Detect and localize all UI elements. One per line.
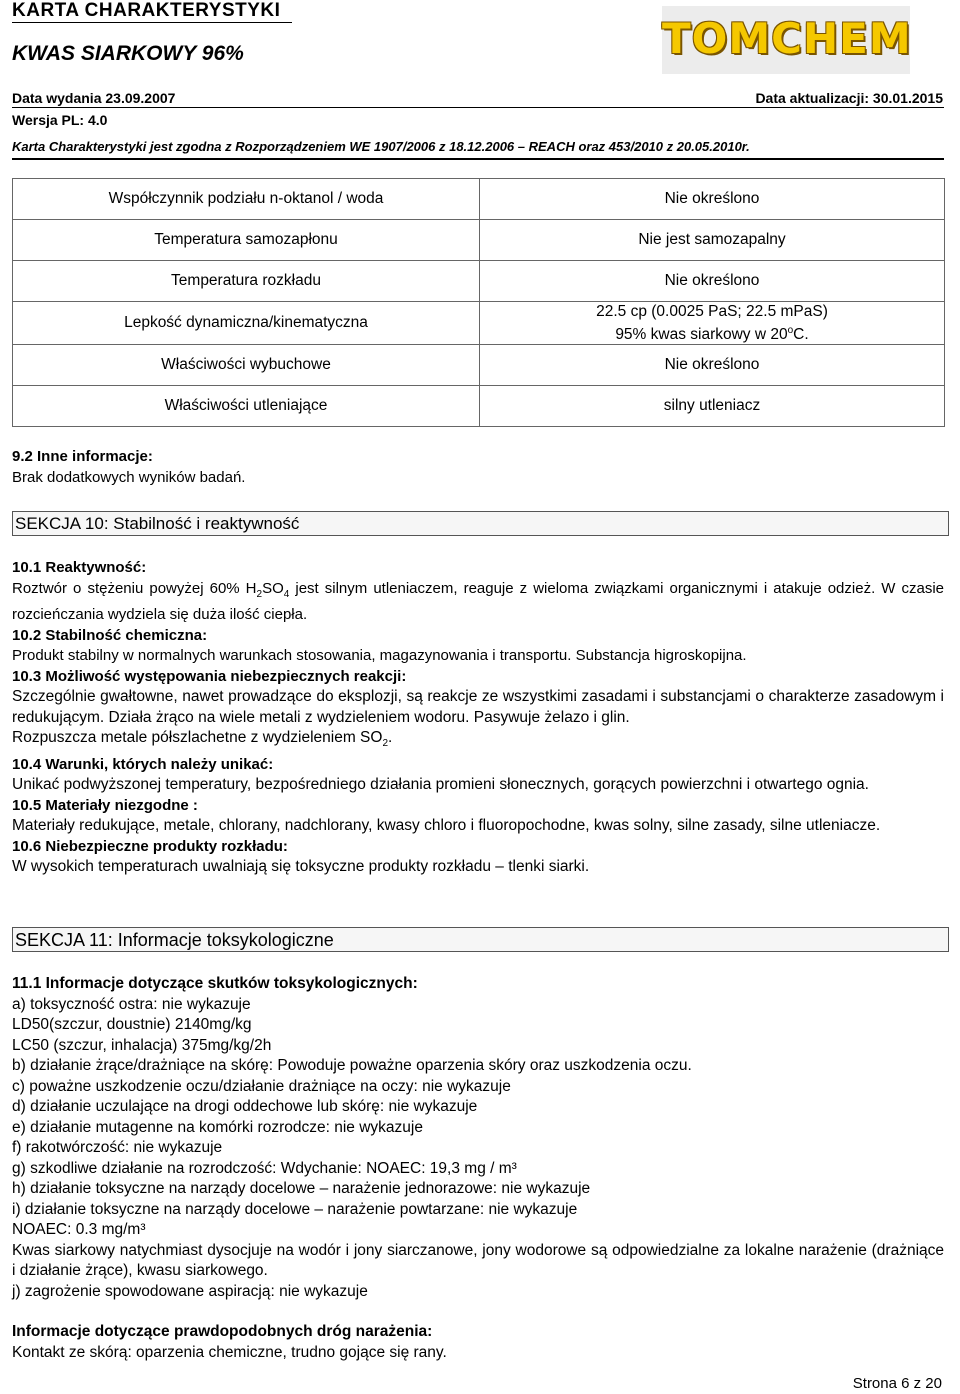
list-item: c) poważne uszkodzenie oczu/działanie drażniące na oczy: nie wykazuje [12,1077,511,1095]
paragraph: Brak dodatkowych wyników badań. [12,468,246,486]
viscosity-value-line1: 22.5 cp (0.0025 PaS; 22.5 mPaS) [596,303,828,320]
list-item: e) działanie mutagenne na komórki rozrodcze: nie wykazuje [12,1118,423,1136]
property-label: Właściwości wybuchowe [13,345,480,386]
regulation-note: Karta Charakterystyki jest zgodna z Rozporządzeniem WE 1907/2006 z 18.12.2006 – REACH oraz 453/2010 z 20.05.2010r. [12,139,750,154]
page-number: Strona 6 z 20 [852,1375,942,1392]
property-label: Lepkość dynamiczna/kinematyczna [13,302,480,345]
version: Wersja PL: 4.0 [12,112,108,128]
table-row [13,345,945,386]
paragraph: Unikać podwyższonej temperatury, bezpośredniego działania promieni słonecznych, gorących powierzchni i otwartego ognia. [12,776,869,794]
header-divider [12,107,944,108]
list-item: j) zagrożenie spowodowane aspiracją: nie wykazuje [12,1282,368,1300]
company-logo [662,6,910,74]
section-9-2 [12,447,944,488]
list-item: f) rakotwórczość: nie wykazuje [12,1139,223,1156]
company-logo-text: TOMCHEM [662,14,912,63]
subsection-heading: 10.4 Warunki, których należy unikać: [12,755,274,773]
table-row [13,220,945,261]
property-value: Nie jest samozapalny [480,220,945,261]
property-value: Nie określono [480,179,945,220]
section-11-content [12,974,944,1363]
property-label: Współczynnik podziału n-oktanol / woda [13,179,480,220]
paragraph: Produkt stabilny w normalnych warunkach stosowania, magazynowania i transportu. Substancja higroskopijna. [12,647,747,664]
table-row [13,261,945,302]
table-row [13,302,945,345]
property-value: Nie określono [480,261,945,302]
subsection-heading: 10.1 Reaktywność: [12,559,147,576]
section-heading: SEKCJA 10: Stabilność i reaktywność [12,511,949,536]
list-item: LC50 (szczur, inhalacja) 375mg/kg/2h [12,1036,272,1054]
paragraph: Roztwór o stężeniu powyżej 60% $H_2SO_4$ jest silnym utleniaczem, reaguje z wieloma związkami organicznymi i atakuje odzież. W czasie rozcieńczania wydziela się duża ilość ciepła. [12,579,945,623]
list-item: d) działanie uczulające na drogi oddechowe lub skórę: nie wykazuje [12,1098,478,1115]
property-value: silny utleniacz [480,386,945,427]
list-item: Kwas siarkowy natychmiast dysocjuje na wodór i jony siarczanowe, jony wodorowe są odpowiedzialne za lokalne narażenie (drażniące i działanie żrące), kwasu siarkowego. [12,1241,944,1279]
property-value: Nie określono [480,345,945,386]
list-item: a) toksyczność ostra: nie wykazuje [12,995,251,1013]
list-item: NOAEC: 0.3 mg/m³ [12,1221,146,1238]
spacer [12,1302,944,1322]
property-label: Temperatura samozapłonu [13,220,480,261]
document-title: KARTA CHARAKTERYSTYKI [12,0,281,21]
list-item: i) działanie toksyczne na narządy docelowe – narażenie powtarzane: nie wykazuje [12,1200,578,1218]
property-label: Właściwości utleniające [13,386,480,427]
list-item: LD50(szczur, doustnie) 2140mg/kg [12,1016,252,1033]
paragraph: W wysokich temperaturach uwalniają się toksyczne produkty rozkładu – tlenki siarki. [12,858,590,876]
update-date: Data aktualizacji: 30.01.2015 [755,90,943,106]
table-row [13,386,945,427]
paragraph: Rozpuszcza metale półszlachetne z wydzieleniem $SO_2$. [12,729,393,750]
paragraph: Kontakt ze skórą: oparzenia chemiczne, trudno gojące się rany. [12,1343,447,1361]
list-item: b) działanie żrące/drażniące na skórę: Powoduje poważne oparzenia skóry oraz uszkodzenia oczu. [12,1057,692,1074]
subsection-heading: 10.5 Materiały niezgodne : [12,796,198,814]
regulation-divider [12,158,944,160]
subsection-heading: 10.3 Możliwość występowania niebezpiecznych reakcji: [12,667,407,685]
property-value [480,302,945,345]
issue-date: Data wydania 23.09.2007 [12,90,176,106]
section-10-content [12,558,944,878]
property-label: Temperatura rozkładu [13,261,480,302]
subsection-heading: 11.1 Informacje dotyczące skutków toksykologicznych: [12,975,418,992]
table-row [13,179,945,220]
product-name: KWAS SIARKOWY 96% [12,42,244,65]
list-item: g) szkodliwe działanie na rozrodczość: Wdychanie: NOAEC: 19,3 mg / m³ [12,1159,517,1177]
title-underline [12,22,292,23]
subsection-heading: 10.2 Stabilność chemiczna: [12,626,208,644]
paragraph: Materiały redukujące, metale, chlorany, nadchlorany, kwasy chloro i fluoropochodne, kwas solny, silne zasady, silne utleniacze. [12,817,881,835]
section-heading: SEKCJA 11: Informacje toksykologiczne [12,927,949,952]
subsection-heading: 10.6 Niebezpieczne produkty rozkładu: [12,837,288,855]
subsection-heading: Informacje dotyczące prawdopodobnych dróg narażenia: [12,1323,433,1340]
paragraph: Szczególnie gwałtowne, nawet prowadzące do eksplozji, są reakcje ze wszystkimi zasadami i substancjami o charakterze zasadowym i redukującym. Działa żrąco na wiele metali z wydzieleniem wodoru. Pasywuje żelazo i glin. [12,688,944,726]
subsection-heading: 9.2 Inne informacje: [12,448,153,465]
viscosity-value-line2: 95% kwas siarkowy w 20$^o$C. [615,325,809,344]
properties-table [12,178,945,427]
list-item: h) działanie toksyczne na narządy docelowe – narażenie jednorazowe: nie wykazuje [12,1180,591,1197]
